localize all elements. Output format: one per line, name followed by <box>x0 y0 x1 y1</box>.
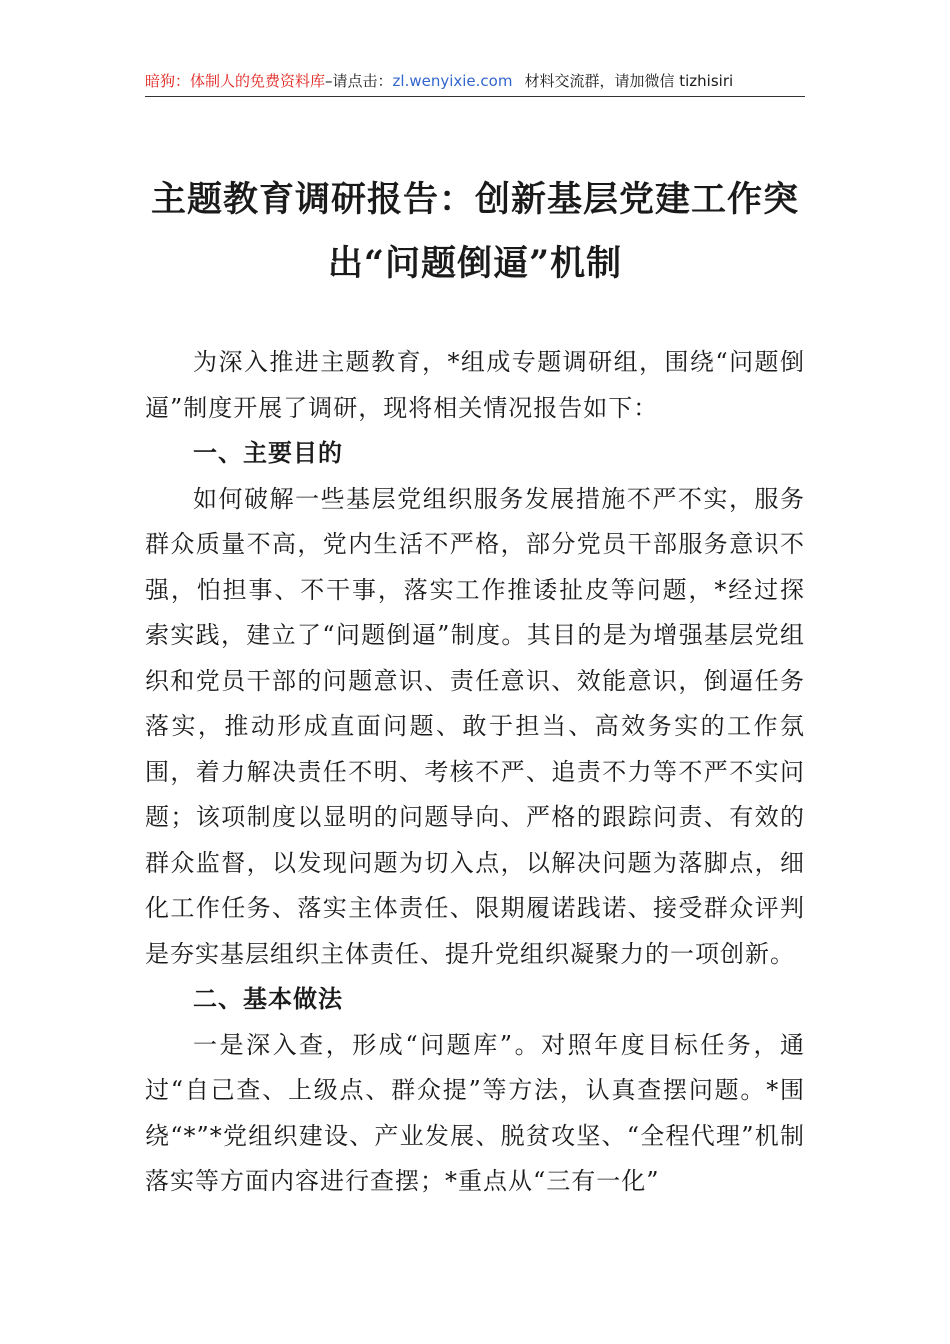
header-contact: 材料交流群，请加微信 tizhisiri <box>524 72 734 90</box>
header-url-link[interactable]: zl.wenyixie.com <box>392 72 513 90</box>
intro-paragraph: 为深入推进主题教育，*组成专题调研组，围绕“问题倒逼”制度开展了调研，现将相关情况报告如下： <box>145 348 805 422</box>
header-brand: 暗狗：体制人的免费资料库 <box>145 72 326 90</box>
document-title <box>130 168 820 296</box>
section-2-paragraph: 一是深入查，形成“问题库”。对照年度目标任务，通过“自己查、上级点、群众提”等方法，认真查摆问题。*围绕“*”*党组织建设、产业发展、脱贫攻坚、“全程代理”机制落实等方面内容进行查摆；*重点从“三有一化” <box>145 1030 805 1195</box>
document-body <box>145 340 805 1205</box>
section-1-heading: 一、主要目的 <box>193 439 343 467</box>
title-line-1: 主题教育调研报告：创新基层党建工作突 <box>150 179 799 220</box>
title-line-2: 出“问题倒逼”机制 <box>327 243 623 284</box>
page-header <box>145 66 805 97</box>
section-2-heading: 二、基本做法 <box>193 985 343 1013</box>
header-click-prefix: –请点击： <box>325 72 393 90</box>
section-1-paragraph: 如何破解一些基层党组织服务发展措施不严不实，服务群众质量不高，党内生活不严格，部分党员干部服务意识不强，怕担事、不干事，落实工作推诿扯皮等问题，*经过探索实践，建立了“问题倒逼”制度。其目的是为增强基层党组织和党员干部的问题意识、责任意识、效能意识，倒逼任务落实，推动形成直面问题、敢于担当、高效务实的工作氛围，着力解决责任不明、考核不严、追责不力等不严不实问题；该项制度以显明的问题导向、严格的跟踪问责、有效的群众监督，以发现问题为切入点，以解决问题为落脚点，细化工作任务、落实主体责任、限期履诺践诺、接受群众评判是夯实基层组织主体责任、提升党组织凝聚力的一项创新。 <box>145 484 805 968</box>
